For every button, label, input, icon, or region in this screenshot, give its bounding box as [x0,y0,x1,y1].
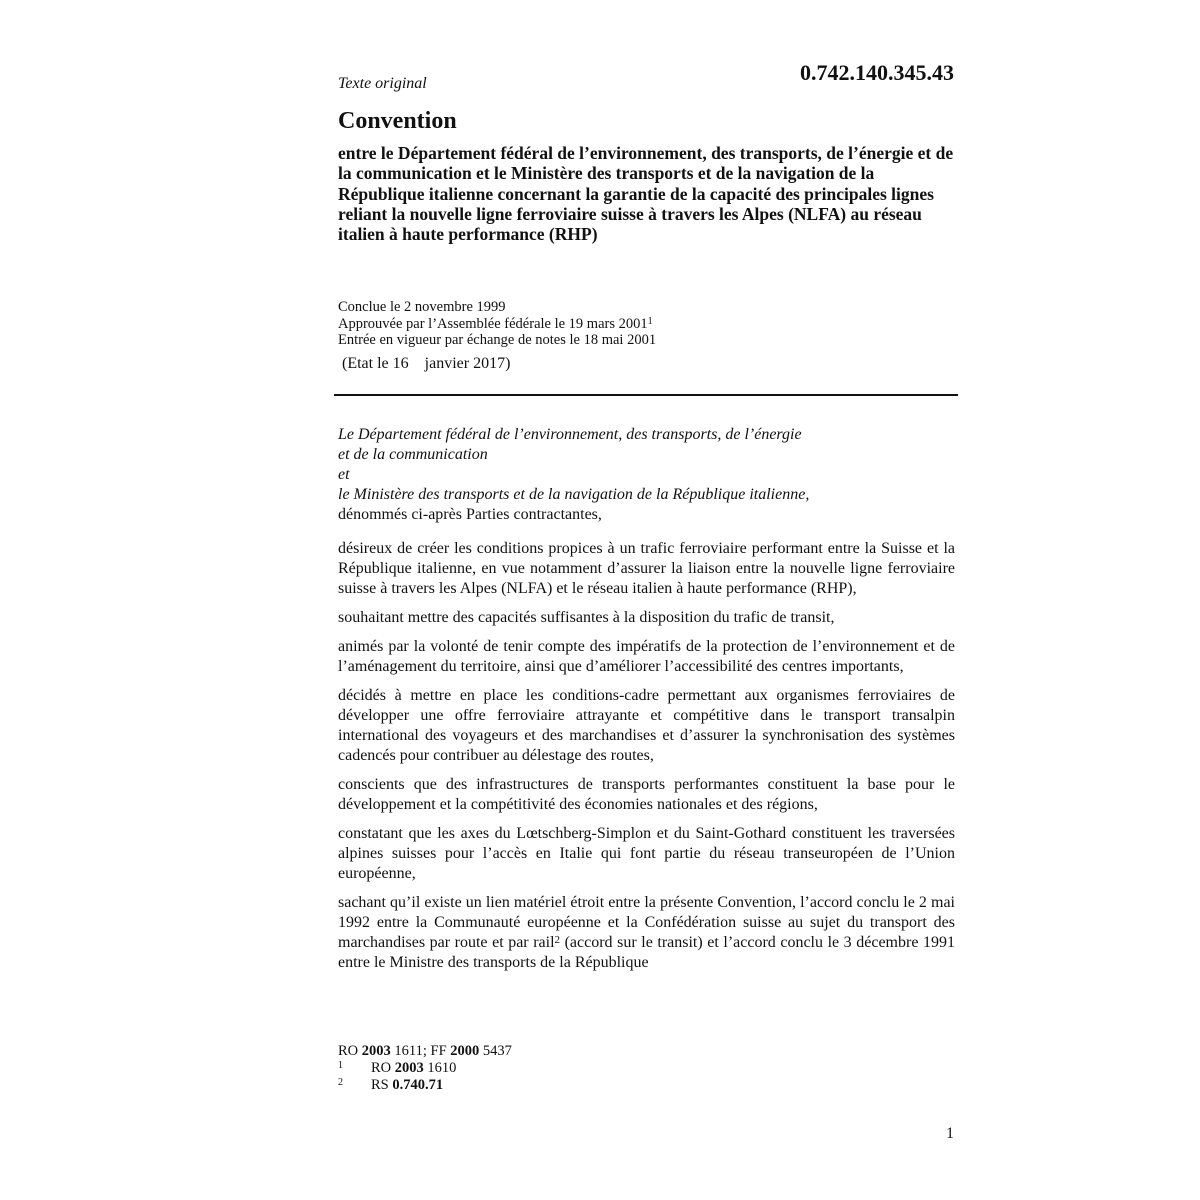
preamble [338,425,955,973]
document-number: 0.742.140.345.43 [800,60,954,85]
original-text-label: Texte original [338,75,427,92]
footnotes [338,1043,512,1094]
parties-named: dénommés ci-après Parties contractantes, [338,506,602,523]
footnote-1: 1 RO 2003 1610 [338,1060,457,1076]
footnote-source: RO 2003 1611; FF 2000 5437 [338,1043,512,1059]
preamble-paragraph-6: constatant que les axes du Lœtschberg-Simplon et du Saint-Gothard constituent les traversées alpines suisses pour l’accès en Italie qui font partie du réseau transeuropéen de l’Union européenne, [338,825,955,882]
concluded-date: Conclue le 2 novembre 1999 [338,299,506,315]
footnote-ref-2[interactable]: 2 [554,934,561,946]
preamble-paragraph-3: animés par la volonté de tenir compte des impératifs de la protection de l’environnement et de l’aménagement du territoire, ainsi que d’améliorer l’accessibilité des centres importants, [338,638,955,675]
preamble-paragraph-2: souhaitant mettre des capacités suffisantes à la disposition du trafic de transit, [338,609,835,626]
state-date: (Etat le 16 janvier 2017) [342,355,511,372]
preamble-paragraph-4: décidés à mettre en place les conditions-cadre permettant aux organismes ferroviaires de développer une offre ferroviaire attrayante et compétitive dans le transport transalpin international des voyageurs et des marchandises et d’assurer la synchronisation des systèmes cadencés pour contribuer au délestage des routes, [338,687,955,764]
footnote-2: 2 RS 0.740.71 [338,1077,444,1093]
header-divider [334,394,958,396]
party-1-line-2: et de la communication [338,446,488,463]
footnote-ref-1[interactable]: 1 [647,315,653,327]
page-number: 1 [946,1125,954,1142]
party-1-line-1: Le Département fédéral de l’environnement, des transports, de l’énergie [338,426,802,443]
document-dates [338,299,656,349]
document-title: Convention [338,108,457,134]
in-force-date: Entrée en vigueur par échange de notes le 18 mai 2001 [338,332,657,348]
document-subtitle: entre le Département fédéral de l’environnement, des transports, de l’énergie et de la communication et le Ministère des transports et de la navigation de la République italienne concernant la garantie de la capacité des principales lignes reliant la nouvelle ligne ferroviaire suisse à travers les Alpes (NLFA) au réseau italien à haute performance (RHP) [338,143,954,245]
preamble-paragraph-7: sachant qu’il existe un lien matériel étroit entre la présente Convention, l’accord conclu le 2 mai 1992 entre la Communauté européenne et la Confédération suisse au sujet du transport des marchandises par route et par rail$^2$ (accord sur le transit) et l’accord conclu le 3 décembre 1991 entre le Ministre des transports de la République [338,894,955,971]
preamble-paragraph-5: conscients que des infrastructures de transports performantes constituent la base pour le développement et la compétitivité des économies nationales et des régions, [338,776,955,813]
preamble-paragraph-1: désireux de créer les conditions propices à un trafic ferroviaire performant entre la Suisse et la République italienne, en vue notamment d’assurer la liaison entre la nouvelle ligne ferroviaire suisse à travers les Alpes (NLFA) et le réseau italien à haute performance (RHP), [338,540,955,597]
and-word: et [338,466,350,483]
approved-date: Approuvée par l’Assemblée fédérale le 19 mars 2001$^1$ [338,315,653,332]
party-2: le Ministère des transports et de la navigation de la République italienne, [338,486,810,503]
